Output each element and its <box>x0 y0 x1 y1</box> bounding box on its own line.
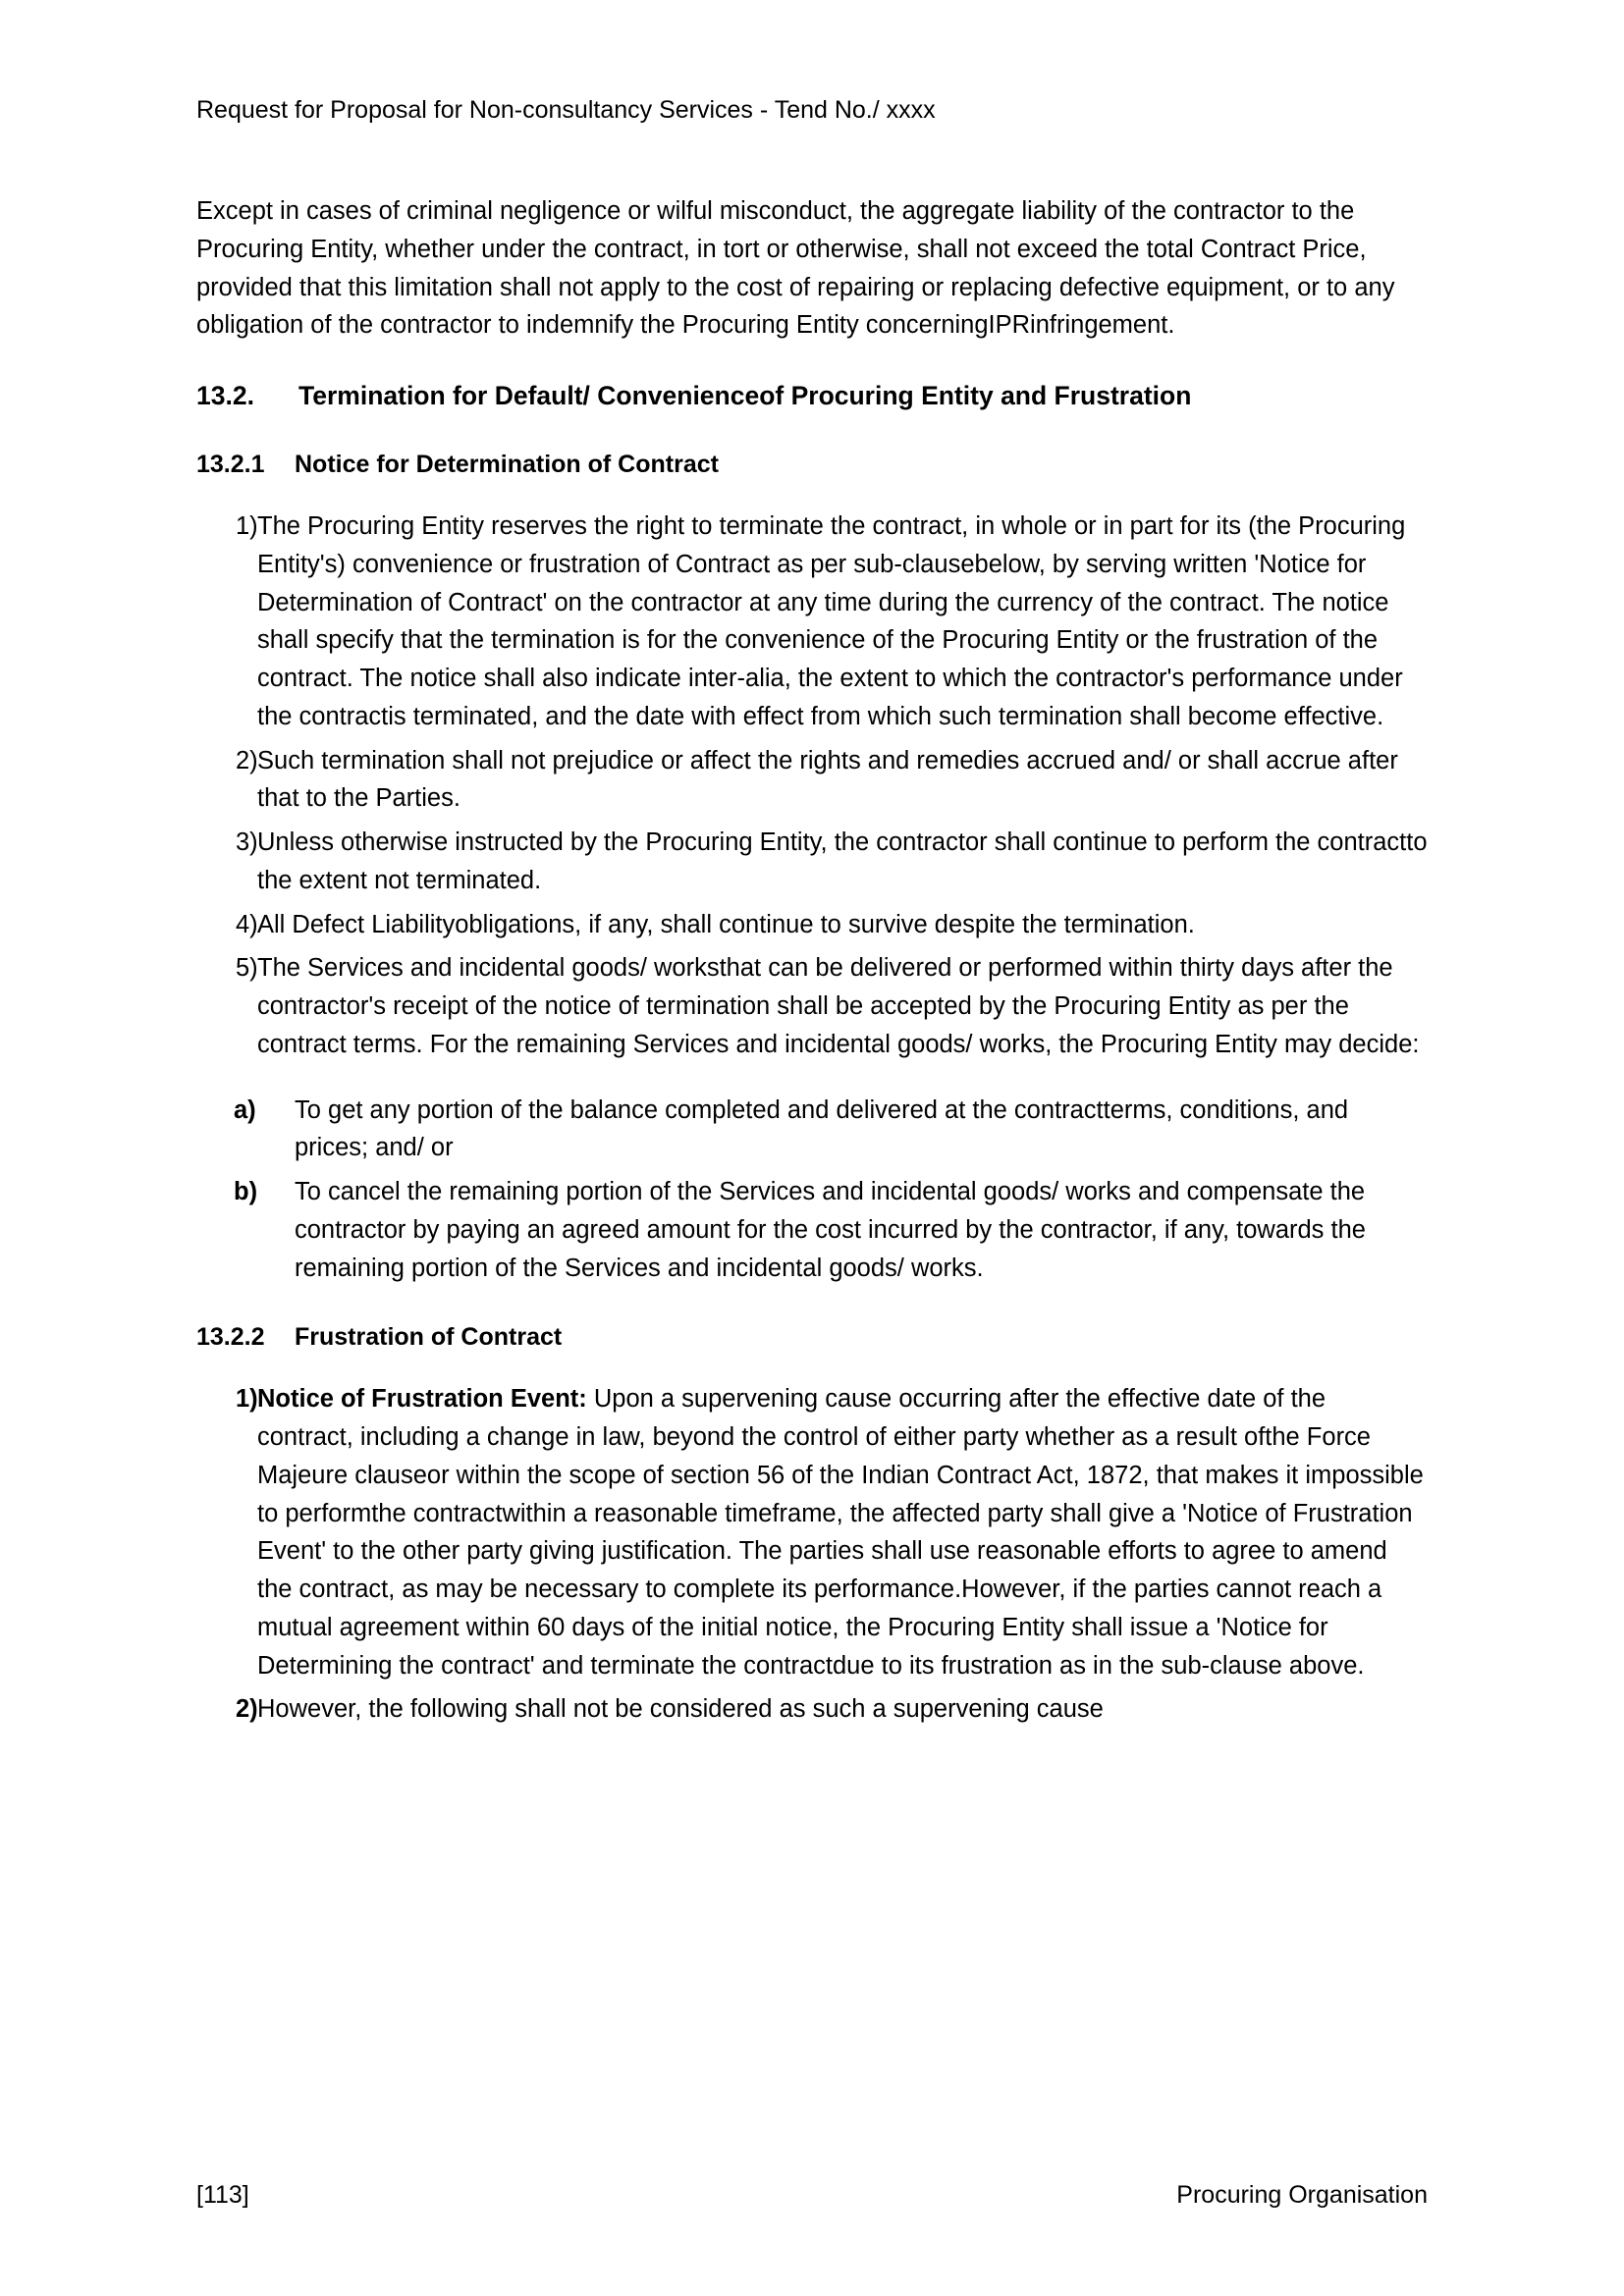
list-marker: 1) <box>236 1385 258 1414</box>
list-marker: 5) <box>236 954 258 983</box>
list-marker: 2) <box>236 1695 258 1724</box>
list-item <box>196 1380 1428 1684</box>
list-text: To get any portion of the balance completed and delivered at the contractterms, conditions, and prices; and/ or <box>295 1095 1349 1162</box>
page-header: Request for Proposal for Non-consultancy Services - Tend No./ xxxx <box>196 96 936 124</box>
list-text <box>257 1380 1428 1684</box>
list-text-body: Upon a supervening cause occurring after the effective date of the contract, including a change in law, beyond the control of either party whether as a result ofthe Force Majeure clauseor within the scope of section 56 of the Indian Contract Act, 1872, that makes it impossible to performthe contractwithin a reasonable timeframe, the affected party shall give a 'Notice of Frustration Event' to the other party giving justification. The parties shall use reasonable efforts to agree to amend the contract, as may be necessary to complete its performance.However, if the parties cannot reach a mutual agreement within 60 days of the initial notice, the Procuring Entity shall issue a 'Notice for Determining the contract' and terminate the contractdue to its frustration as in the sub-clause above. <box>257 1385 1424 1680</box>
subclause-number: 13.2.2 <box>196 1323 265 1352</box>
list-marker: 1) <box>236 512 258 541</box>
list-text: Unless otherwise instructed by the Procuring Entity, the contractor shall continue to perform the contractto the extent not terminated. <box>257 828 1428 894</box>
list-item <box>196 1690 1428 1729</box>
subclause-1-list <box>196 507 1428 1064</box>
list-item <box>196 742 1428 819</box>
list-item <box>234 1173 1428 1287</box>
list-text: All Defect Liabilityobligations, if any, shall continue to survive despite the termination. <box>257 910 1195 938</box>
subclause-heading-13-2-1 <box>196 448 1428 482</box>
list-marker: a) <box>234 1095 256 1124</box>
list-text: To cancel the remaining portion of the Services and incidental goods/ works and compensate the contractor by paying an agreed amount for the cost incurred by the contractor, if any, towards the remaining portion of the Services and incidental goods/ works. <box>295 1178 1366 1282</box>
list-item <box>196 824 1428 900</box>
page-footer <box>196 2181 1428 2210</box>
list-marker: 4) <box>236 910 258 938</box>
list-item <box>196 906 1428 944</box>
list-text: Such termination shall not prejudice or affect the rights and remedies accrued and/ or shall accrue after that to the Parties. <box>257 746 1398 813</box>
document-body <box>196 192 1428 1729</box>
list-marker: 3) <box>236 828 258 857</box>
clause-number: 13.2. <box>196 381 254 410</box>
subclause-1-sublist-wrapper <box>196 1092 1428 1288</box>
list-text: The Services and incidental goods/ worksthat can be delivered or performed within thirty days after the contractor's receipt of the notice of termination shall be accepted by the Procuring Entity as per the contract terms. For the remaining Services and incidental goods/ works, the Procuring Entity may decide: <box>257 954 1420 1058</box>
list-item <box>234 1092 1428 1168</box>
list-item <box>196 507 1428 736</box>
page-number: [113] <box>196 2181 249 2209</box>
clause-title: Termination for Default/ Convenienceof Procuring Entity and Frustration <box>298 381 1192 410</box>
subclause-1-alpha-list <box>234 1092 1428 1288</box>
list-text: The Procuring Entity reserves the right to terminate the contract, in whole or in part for its (the Procuring Entity's) convenience or frustration of Contract as per sub-clausebelow, by serving written 'Notice for Determination of Contract' on the contractor at any time during the currency of the contract. The notice shall specify that the termination is for the convenience of the Procuring Entity or the frustration of the contract. The notice shall also indicate inter-alia, the extent to which the contractor's performance under the contractis terminated, and the date with effect from which such termination shall become effective. <box>257 512 1406 730</box>
list-item <box>196 949 1428 1063</box>
subclause-2-list <box>196 1380 1428 1729</box>
list-marker: b) <box>234 1178 258 1206</box>
list-text-lead: Notice of Frustration Event: <box>257 1385 587 1414</box>
list-text: However, the following shall not be considered as such a supervening cause <box>257 1695 1104 1724</box>
footer-organisation: Procuring Organisation <box>1176 2181 1428 2209</box>
clause-heading <box>196 378 1428 414</box>
subclause-heading-13-2-2 <box>196 1320 1428 1355</box>
subclause-title: Notice for Determination of Contract <box>295 451 719 479</box>
section-spacer <box>196 1293 1428 1320</box>
list-marker: 2) <box>236 746 258 774</box>
subclause-number: 13.2.1 <box>196 451 265 479</box>
intro-paragraph: Except in cases of criminal negligence or wilful misconduct, the aggregate liability of the contractor to the Procuring Entity, whether under the contract, in tort or otherwise, shall not exceed the total Contract Price, provided that this limitation shall not apply to the cost of repairing or replacing defective equipment, or to any obligation of the contractor to indemnify the Procuring Entity concerningIPRinfringement. <box>196 197 1395 340</box>
subclause-title: Frustration of Contract <box>295 1323 563 1352</box>
